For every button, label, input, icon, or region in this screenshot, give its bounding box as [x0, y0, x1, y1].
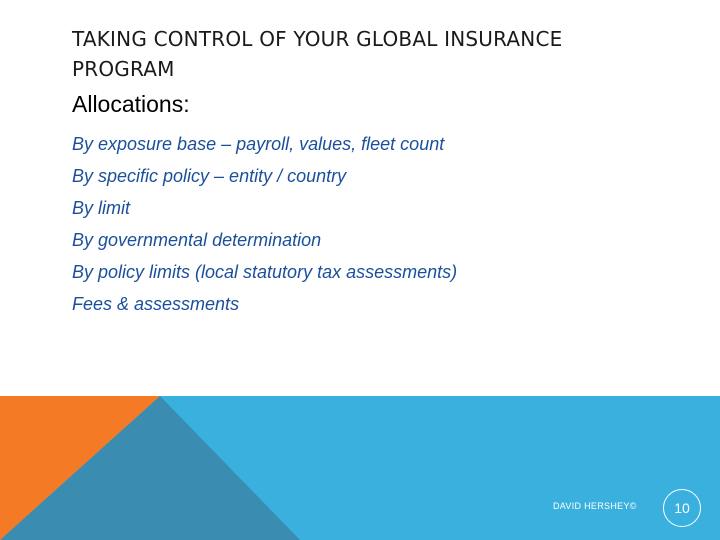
decorative-bottom-band	[0, 396, 720, 540]
bullet-item-policy-limits: By policy limits (local statutory tax assessments)	[72, 262, 458, 282]
bullet-list	[72, 132, 457, 324]
bullet-item-governmental: By governmental determination	[72, 230, 322, 250]
page-number-badge	[663, 489, 701, 527]
bullet-item-exposure-base: By exposure base – payroll, values, fleet count	[72, 134, 445, 154]
slide-title: TAKING CONTROL OF YOUR GLOBAL INSURANCE PROGRAM	[72, 27, 563, 81]
bullet-item-fees: Fees & assessments	[72, 294, 240, 314]
bullet-item-limit: By limit	[72, 198, 130, 218]
bullet-item-specific-policy: By specific policy – entity / country	[72, 166, 347, 186]
footer-author: DAVID HERSHEY©	[553, 501, 637, 511]
section-heading: Allocations:	[72, 91, 190, 117]
page-number: 10	[674, 500, 690, 516]
